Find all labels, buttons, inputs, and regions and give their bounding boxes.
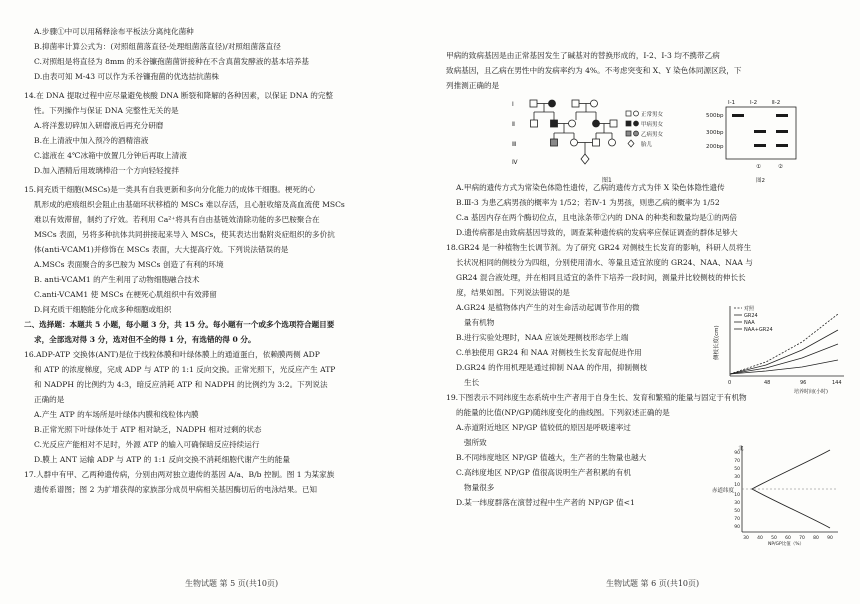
q18-option-a: A.GR24 是植物体内产生的对生命活动起调节作用的微 bbox=[456, 303, 640, 312]
q18-chart-xlabel: 培养时间(小时) bbox=[794, 389, 828, 395]
q19-chart-xlabel: NP/GP比值（%） bbox=[767, 542, 805, 546]
pedigree-male-normal bbox=[531, 120, 538, 127]
q14-option-d: D.加入酒精后用玻璃棒沿一个方向轻轻搅拌 bbox=[34, 166, 179, 175]
page-footer-right: 生物试题 第 6 页(共10页) bbox=[606, 579, 700, 588]
q18-xtick: 48 bbox=[764, 380, 771, 386]
q17-option-b: B.Ⅲ-3 为患乙病男孩的概率为 1/52；若Ⅳ-1 为男孩，则患乙病的概率为 1/52 bbox=[456, 198, 720, 207]
q14-stem: 14.在 DNA 提取过程中应尽量避免核酸 DNA 断裂和降解的各种因素，以保证 DNA 的完整 bbox=[24, 91, 334, 100]
q17-option-a: A.甲病的遗传方式为常染色体隐性遗传，乙病的遗传方式为伴 X 染色体隐性遗传 bbox=[456, 183, 725, 192]
q13-option-b: B.抑菌率计算公式为：(对照组菌落直径-处理组菌落直径)/对照组菌落直径 bbox=[34, 42, 281, 51]
pedigree-female-normal bbox=[571, 139, 578, 146]
page-footer-left: 生物试题 第 5 页(共10页) bbox=[185, 579, 279, 588]
q19-ytick: 10 bbox=[734, 493, 740, 498]
q19-ytick: 30 bbox=[734, 475, 740, 480]
q19-option-b: B.不同纬度地区 NP/GP 值越大，生产者的生物量也越大 bbox=[456, 453, 647, 462]
q18-option-d: D.GR24 的作用机理是通过抑制 NAA 的作用，抑制侧枝 bbox=[456, 363, 648, 372]
gel-band bbox=[776, 114, 788, 117]
q14-option-b: B.在上清液中加入预冷的酒精溶液 bbox=[34, 136, 149, 145]
gel-band bbox=[754, 144, 766, 147]
q18-stem: 18.GR24 是一种植物生长调节剂。为了研究 GR24 对侧枝生长发育的影响，科研人员将生 bbox=[446, 243, 752, 252]
pedigree-male-affected-2 bbox=[551, 139, 558, 146]
gel-marker-2: ② bbox=[778, 164, 783, 170]
q14-option-a: A.将洋葱切碎加入研磨液后再充分研磨 bbox=[34, 121, 164, 130]
pedigree-male-affected bbox=[551, 120, 558, 127]
q18-series-gr24 bbox=[730, 330, 838, 374]
gel-bp-300: 300bp bbox=[706, 130, 724, 136]
q18-legend-gr24: GR24 bbox=[744, 313, 758, 319]
q19-ytick: 10 bbox=[734, 483, 740, 488]
q18-stem-line3: GR24 混合液处理，并在相同且适宜的条件下培养一段时间，测量并比较侧枝的伸长长 bbox=[456, 273, 746, 282]
gel-lane-label-3: Ⅱ-2 bbox=[772, 100, 781, 106]
q17-cont-line2: 致病基因，且乙病在男性中的发病率约为 4%。不考虑突变和 X、Y 染色体同源区段，下 bbox=[446, 66, 742, 75]
q15-option-a: A.MSCs 表面聚合的多巴胺为 MSCs 创造了有利的环境 bbox=[34, 260, 224, 269]
pedigree-female-normal bbox=[569, 120, 576, 127]
q18-legend-naa: NAA bbox=[744, 320, 755, 326]
gen-label-4: Ⅳ bbox=[512, 159, 518, 166]
q18-option-c: C.单独使用 GR24 和 NAA 对侧枝生长发育起促进作用 bbox=[456, 348, 642, 357]
q17-option-d: D.遗传病都是由致病基因导致的，调查某种遗传病的发病率应保证调查的群体足够大 bbox=[456, 228, 738, 237]
pedigree-female-affected bbox=[549, 100, 556, 107]
q19-xtick: 70 bbox=[799, 536, 805, 541]
q18-growth-chart bbox=[712, 300, 852, 398]
pedigree-female-affected bbox=[593, 120, 600, 127]
q18-legend-naa-gr24: NAA+GR24 bbox=[744, 327, 773, 333]
q15-option-b: B. anti-VCAM1 的产生利用了动物细胞融合技术 bbox=[34, 275, 200, 284]
q19-ytick: 90 bbox=[734, 525, 740, 530]
q19-chart-north: 北 bbox=[738, 446, 744, 452]
q17-option-c: C.a 基因内存在两个酶切位点，且电泳条带②内的 DNA 的种类和数量均是①的两倍 bbox=[456, 213, 737, 222]
q19-xtick: 60 bbox=[785, 536, 791, 541]
q19-xtick: 50 bbox=[771, 536, 777, 541]
q15-option-d: D.间充质干细胞能分化成多种细胞或组织 bbox=[34, 305, 172, 314]
q15-stem-line2: 肌形成的疤痕组织会阻止由基础环状移植的 MSCs 难以存活，且心脏收缩及高血流使 MSCs bbox=[34, 200, 345, 209]
gel-band bbox=[732, 114, 744, 117]
gen-label-2: Ⅱ bbox=[512, 121, 515, 128]
q18-xtick: 96 bbox=[800, 380, 807, 386]
q13-option-d: D.由表可知 M-43 可以作为禾谷镰孢菌的优选拮抗菌株 bbox=[34, 72, 219, 81]
section-2-heading: 二、选择题：本题共 5 小题，每小题 3 分，共 15 分。每小题有一个或多个选项符合题目要 bbox=[24, 320, 335, 329]
q14-stem-cont: 性。下列操作与保证 DNA 完整性无关的是 bbox=[34, 106, 179, 115]
q16-stem: 16.ADP-ATP 交换体(ANT)是位于线粒体膜和叶绿体膜上的通道蛋白，依赖膜两侧 ADP bbox=[24, 350, 320, 359]
q19-option-d: D.某一纬度群落在演替过程中生产者的 NP/GP 值<1 bbox=[456, 498, 635, 507]
q19-option-c: C.高纬度地区 NP/GP 值很高说明生产者积累的有机 bbox=[456, 468, 631, 477]
q13-option-c: C.对照组是将直径为 8mm 的禾谷镰孢菌菌饼接种在不含真菌发酵液的基本培养基 bbox=[34, 57, 310, 66]
q19-ytick: 70 bbox=[734, 517, 740, 522]
q18-option-b: B.进行实验处理时，NAA 应该处理侧枝形态学上端 bbox=[456, 333, 629, 342]
q19-stem-line2: 的能量的比值(NP/GP)随纬度变化的曲线图。下列叙述正确的是 bbox=[456, 408, 670, 417]
q16-option-b: B.正常光照下叶绿体处于 ATP 相对缺乏，NADPH 相对过剩的状态 bbox=[34, 425, 262, 434]
q19-option-c-cont: 物量很多 bbox=[464, 483, 495, 492]
q19-ytick: 30 bbox=[734, 501, 740, 506]
q18-series-naa bbox=[730, 344, 838, 374]
left-column bbox=[24, 24, 422, 497]
q16-stem-line2: 和 ATP 的浓度梯度，完成 ADP 与 ATP 的 1:1 反向交换。正常光照下，光反应产生 ATP bbox=[34, 365, 336, 374]
pedigree-male-normal bbox=[593, 139, 600, 146]
q17-cont-line1: 甲病的致病基因是由正常基因发生了碱基对的替换形成的，Ⅰ-2、Ⅰ-3 均不携带乙病 bbox=[446, 51, 720, 60]
pedigree-male-normal bbox=[610, 120, 617, 127]
gen-label-3: Ⅲ bbox=[512, 141, 517, 148]
q19-ytick: 50 bbox=[734, 509, 740, 514]
right-column-top bbox=[446, 48, 850, 93]
pedigree-male-normal bbox=[572, 100, 579, 107]
q16-option-d: D.膜上 ANT 运输 ADP 与 ATP 的 1:1 反向交换不消耗细胞代谢产生的能量 bbox=[34, 455, 290, 464]
q19-chart-ylabel: 赤道纬度 bbox=[712, 488, 735, 494]
q18-xtick: 0 bbox=[728, 380, 732, 386]
q17-stem: 17.人群中有甲、乙两种遗传病，分别由两对独立遗传的基因 A/a、B/b 控制。图 1 为某家族 bbox=[24, 470, 335, 479]
q18-xtick: 144 bbox=[832, 380, 842, 386]
q16-stem-line3: 和 NADPH 的比例约为 4:3，暗反应消耗 ATP 和 NADPH 的比例约为 3:2。下列说法 bbox=[34, 380, 328, 389]
q18-stem-line4: 度，结果如图。下列说法错误的是 bbox=[456, 288, 570, 297]
gel-figure bbox=[706, 96, 826, 186]
q15-stem-line3: 难以有效滞留，制约了疗效。若利用 Ca²⁺将具有自由基链效清除功能的多巴胺聚合在 bbox=[34, 215, 320, 224]
gel-band bbox=[776, 144, 788, 147]
q19-xtick: 90 bbox=[827, 536, 833, 541]
gel-lane-label-1: Ⅰ-1 bbox=[728, 100, 736, 106]
legend-disease-a: 甲病男女 bbox=[641, 122, 664, 128]
q19-xtick: 80 bbox=[813, 536, 819, 541]
q18-stem-line2: 长状况相同的侧枝分为四组，分别使用清水、等量且适宜浓度的 GR24、NAA、NAA 与 bbox=[456, 258, 753, 267]
q18-option-d-cont: 生长 bbox=[464, 378, 480, 387]
pedigree-female-normal bbox=[591, 100, 598, 107]
q19-ytick: 70 bbox=[734, 459, 740, 464]
gen-label-1: Ⅰ bbox=[512, 101, 514, 108]
q19-xtick: 40 bbox=[757, 536, 763, 541]
pedigree-figure bbox=[510, 96, 700, 186]
q19-option-a-cont: 强所致 bbox=[464, 438, 487, 447]
legend-disease-b: 乙病男女 bbox=[641, 132, 664, 138]
q15-stem-line4: MSCs 表面，另将多种抗体共同拼接起来导入 MSCs，使其表达出黏附炎症组织的多价抗 bbox=[34, 230, 335, 239]
q16-stem-line4: 正确的是 bbox=[34, 395, 65, 404]
q18-chart-ylabel: 侧枝长度(cm) bbox=[714, 325, 720, 360]
q14-option-c: C.滤液在 4℃冰箱中放置几分钟后再取上清液 bbox=[34, 151, 187, 160]
pedigree-fetus bbox=[581, 154, 589, 164]
q18-series-naa-gr24 bbox=[730, 360, 838, 374]
q19-option-a: A.赤道附近地区 NP/GP 值较低的原因是呼吸速率过 bbox=[456, 423, 631, 432]
q19-ytick: 50 bbox=[734, 467, 740, 472]
gel-bp-200: 200bp bbox=[706, 144, 724, 150]
q15-stem-line5: 体(anti-VCAM1)并修饰在 MSCs 表面，大大提高疗效。下列说法错误的是 bbox=[34, 245, 289, 254]
q15-option-c: C.anti-VCAM1 使 MSCs 在梗死心肌组织中有效滞留 bbox=[34, 290, 217, 299]
q16-option-a: A.产生 ATP 的车场所是叶绿体内膜和线粒体内膜 bbox=[34, 410, 199, 419]
gel-band bbox=[776, 130, 788, 133]
gel-lane-label-2: Ⅰ-2 bbox=[750, 100, 758, 106]
legend-fetus: 胎儿 bbox=[641, 142, 653, 148]
q19-ytick: 90 bbox=[734, 451, 740, 456]
q13-option-a: A.步骤①中可以用稀释涂布平板法分离纯化菌种 bbox=[34, 27, 194, 36]
q19-npgp-chart bbox=[712, 442, 850, 546]
q16-option-c: C.光反应产能相对不足时，外源 ATP 的输入可确保暗反应持续运行 bbox=[34, 440, 260, 449]
q15-stem: 15.间充质干细胞(MSCs)是一类具有自我更新和多向分化能力的成体干细胞。梗死的心 bbox=[24, 185, 316, 194]
figure-1-caption: 图1 bbox=[602, 177, 612, 184]
gel-bp-500: 500bp bbox=[706, 113, 724, 119]
gel-marker-1: ① bbox=[756, 164, 761, 170]
gel-band bbox=[754, 130, 766, 133]
legend-normal: 正常男女 bbox=[641, 112, 664, 118]
q19-xtick: 30 bbox=[743, 536, 749, 541]
q18-legend-control: 对照 bbox=[744, 306, 755, 312]
q18-option-a-cont: 量有机物 bbox=[464, 318, 495, 327]
figure-2-caption: 图2 bbox=[756, 178, 765, 184]
q17-cont-line3: 列推测正确的是 bbox=[446, 81, 500, 90]
pedigree-female-normal bbox=[609, 139, 616, 146]
section-2-heading-cont: 求，全部选对得 3 分，选对但不全的得 1 分，有选错的得 0 分。 bbox=[34, 335, 256, 344]
pedigree-male-normal bbox=[530, 100, 537, 107]
q17-stem-line2: 遗传系谱图；图 2 为扩增获得的家族部分成员甲病相关基因酶切后的电泳结果。已知 bbox=[34, 485, 318, 494]
q19-stem: 19.下图表示不同纬度生态系统中生产者用于自身生长、发育和繁殖的能量与固定于有机物 bbox=[446, 393, 747, 402]
